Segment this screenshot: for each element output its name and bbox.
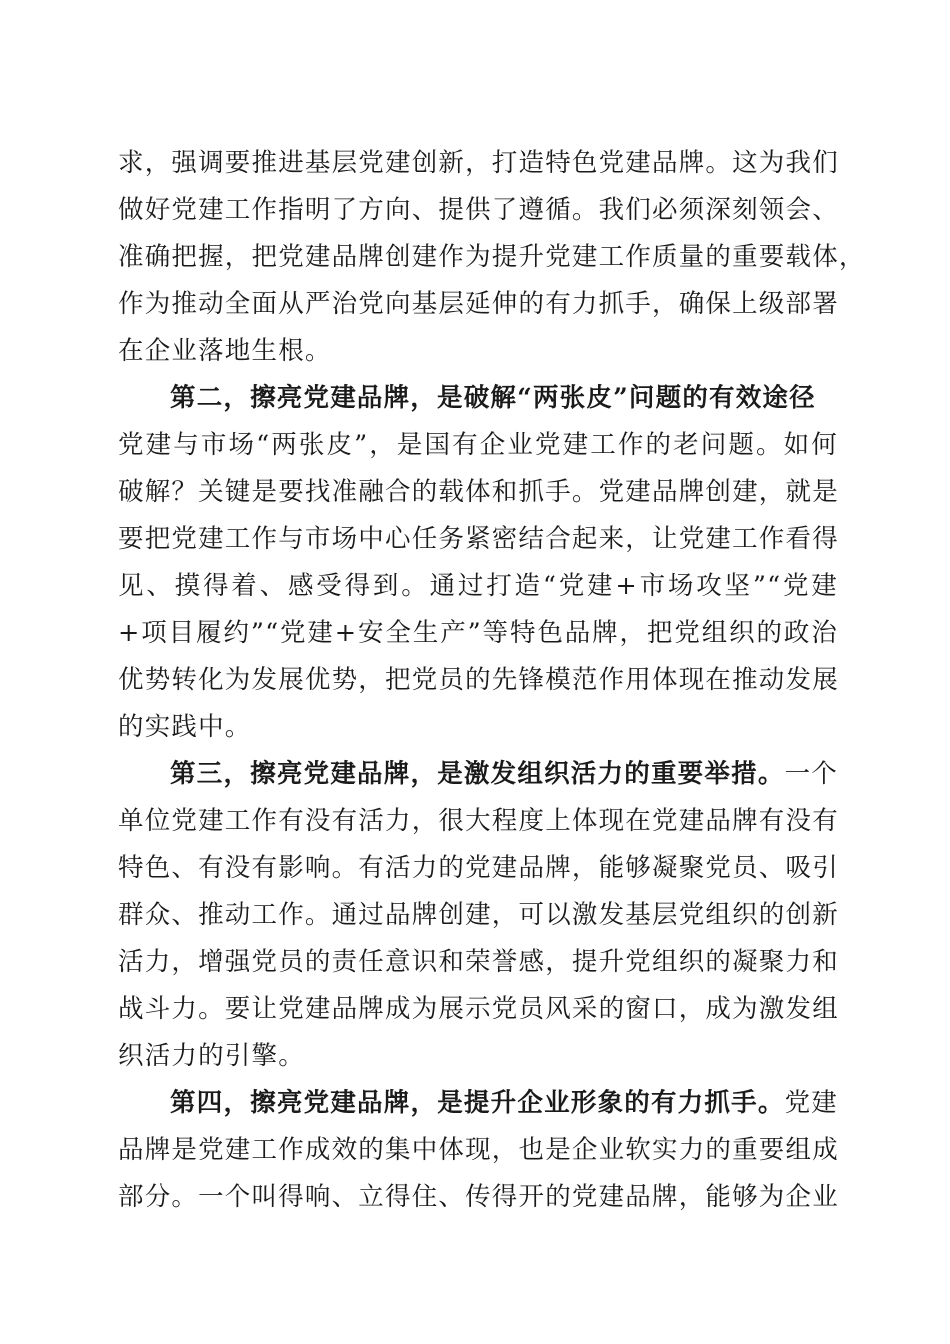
document-body <box>118 140 866 1221</box>
paragraph-line: 特色、有没有影响。有活力的党建品牌，能够凝聚党员、吸引 <box>118 853 839 883</box>
paragraph-line: +项目履约”“党建+安全生产”等特色品牌，把党组织的政治 <box>118 618 838 648</box>
paragraph-line: 优势转化为发展优势，把党员的先锋模范作用体现在推动发展 <box>118 665 839 695</box>
paragraph-line: 要把党建工作与市场中心任务紧密结合起来，让党建工作看得 <box>118 524 839 554</box>
paragraph-3 <box>118 751 838 1080</box>
paragraph-line: 的实践中。 <box>118 712 252 742</box>
paragraph-line: 战斗力。要让党建品牌成为展示党员风采的窗口，成为激发组 <box>118 994 839 1024</box>
paragraph-line: 见、摸得着、感受得到。通过打造“党建+市场攻坚”“党建 <box>118 571 838 601</box>
paragraph-line: 部分。一个叫得响、立得住、传得开的党建品牌，能够为企业 <box>118 1182 839 1212</box>
paragraph-line: 品牌是党建工作成效的集中体现，也是企业软实力的重要组成 <box>118 1135 839 1165</box>
paragraph-line: 准确把握，把党建品牌创建作为提升党建工作质量的重要载体， <box>118 242 866 272</box>
paragraph-line: 作为推动全面从严治党向基层延伸的有力抓手，确保上级部署 <box>118 289 839 319</box>
paragraph-line: 活力，增强党员的责任意识和荣誉感，提升党组织的凝聚力和 <box>118 947 839 977</box>
section-heading-second: 第二，擦亮党建品牌，是破解“两张皮”问题的有效途径 <box>170 383 816 413</box>
paragraph-first-line <box>118 751 838 798</box>
section-heading-third: 第三，擦亮党建品牌，是激发组织活力的重要举措。 <box>170 759 785 789</box>
paragraph-line: 群众、推动工作。通过品牌创建，可以激发基层党组织的创新 <box>118 900 839 930</box>
section-heading-fourth: 第四，擦亮党建品牌，是提升企业形象的有力抓手。 <box>170 1088 785 1118</box>
paragraph-line: 在企业落地生根。 <box>118 336 332 366</box>
paragraph-line: 做好党建工作指明了方向、提供了遵循。我们必须深刻领会、 <box>118 195 839 225</box>
paragraph-4 <box>118 1080 838 1221</box>
paragraph-2 <box>118 375 838 751</box>
paragraph-line: 破解？关键是要找准融合的载体和抓手。党建品牌创建，就是 <box>118 477 839 507</box>
paragraph-1 <box>118 140 866 375</box>
paragraph-text: 党建 <box>784 1088 838 1118</box>
paragraph-first-line <box>118 1080 838 1127</box>
paragraph-line: 求，强调要推进基层党建创新，打造特色党建品牌。这为我们 <box>118 148 839 178</box>
paragraph-line: 单位党建工作有没有活力，很大程度上体现在党建品牌有没有 <box>118 806 839 836</box>
paragraph-line: 党建与市场“两张皮”，是国有企业党建工作的老问题。如何 <box>118 430 838 460</box>
paragraph-text: 一个 <box>784 759 838 789</box>
paragraph-line: 织活力的引擎。 <box>118 1041 305 1071</box>
